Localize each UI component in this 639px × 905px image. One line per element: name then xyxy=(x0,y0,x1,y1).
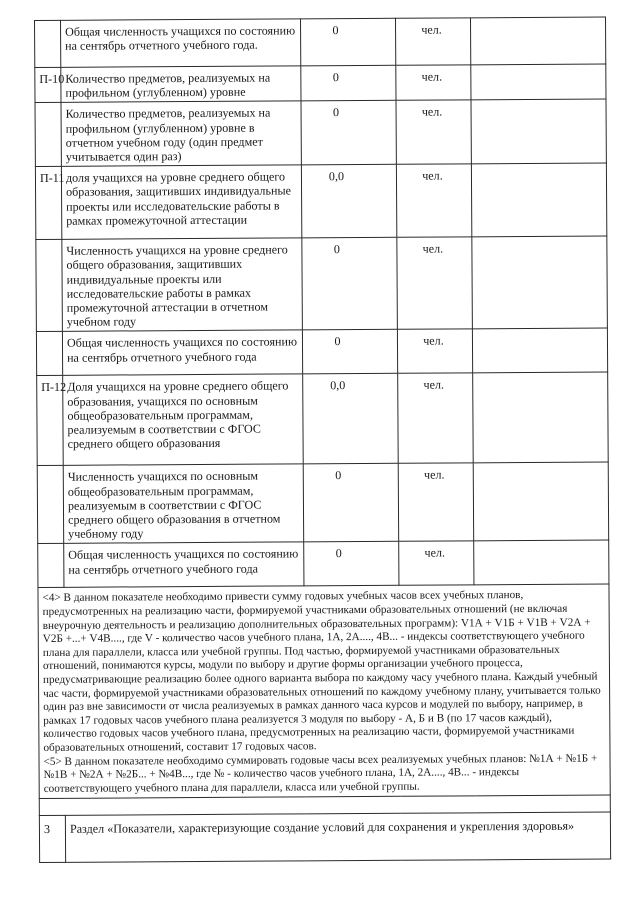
section-title: Раздел «Показатели, характеризующие создание условий для сохранения и укрепления здоровья» xyxy=(65,812,610,862)
indicator-value: 0 xyxy=(332,23,339,38)
indicator-unit: чел. xyxy=(423,377,445,393)
indicator-description: Общая численность учащихся по состоянию на сентябрь отчетного учебного года. xyxy=(61,19,301,67)
indicator-description: Общая численность учащихся по состоянию на сентябрь отчетного учебного года xyxy=(62,330,302,375)
indicator-code xyxy=(38,544,64,588)
indicator-value: 0,0 xyxy=(328,169,345,184)
indicator-value: 0 xyxy=(332,70,339,85)
footnotes-cell xyxy=(38,584,610,798)
table-row xyxy=(35,163,606,239)
indicator-unit: чел. xyxy=(422,168,443,183)
indicator-unit: чел. xyxy=(421,104,443,120)
indicator-value: 0 xyxy=(334,334,341,349)
table-row xyxy=(38,540,609,587)
footnotes-row xyxy=(38,584,610,798)
indicator-code: П-10 xyxy=(35,67,61,103)
indicator-code xyxy=(35,103,61,167)
empty-cell xyxy=(470,17,605,65)
indicator-description: Количество предметов, реализуемых на профильном (углубленном) уровне в отчетном учебном году (один предмет учитывается один раз) xyxy=(61,101,301,166)
empty-cell xyxy=(474,540,609,585)
table-row xyxy=(36,328,607,375)
empty-cell xyxy=(471,64,606,100)
indicator-code xyxy=(35,20,61,67)
indicator-description: Доля учащихся на уровне среднего общего образования, учащихся по основным общеобразовательным программам, реализуемым в соответствии с ФГОС среднего общего образования xyxy=(63,374,304,465)
table-row xyxy=(35,99,606,166)
indicator-description: Численность учащихся по основным общеобразовательным программам, реализуемым в соответствии с ФГОС среднего общего образования в отчетном учебному году xyxy=(63,464,303,543)
footnote-5: <5> В данном показателе необходимо суммировать годовые часы всех реализуемых учебных планов: №1А + №1Б + №1В + №2А + №2Б... + №4В..., где № - количество часов учебного плана, 1А, 2А...., 4В... - индексы соответствующего учебного плана для параллели, класса или учебной группы. xyxy=(43,752,598,795)
indicator-value: 0 xyxy=(335,468,342,483)
empty-cell xyxy=(472,328,607,373)
indicator-code: П-11 xyxy=(35,167,61,240)
table-row xyxy=(35,17,606,67)
indicator-value: 0 xyxy=(335,546,342,561)
indicator-code xyxy=(36,332,62,376)
indicator-value: 0,0 xyxy=(330,378,346,393)
indicator-code: П-12 xyxy=(37,376,64,466)
indicator-description: доля учащихся на уровне среднего общего образования, защитивших индивидуальные проекты или исследовательские работы в рамках промежуточной аттестации xyxy=(61,165,301,239)
indicator-value: 0 xyxy=(332,105,340,120)
section-number: 3 xyxy=(39,816,65,863)
indicator-code xyxy=(36,240,63,332)
indicator-unit: чел. xyxy=(421,69,443,84)
indicator-unit: чел. xyxy=(422,241,444,256)
indicator-description: Общая численность учащихся по состоянию на сентябрь отчетного учебного года xyxy=(64,542,304,587)
indicator-unit: чел. xyxy=(423,333,444,349)
table-row xyxy=(36,236,608,332)
indicator-unit: чел. xyxy=(424,545,446,561)
footnote-4: <4> В данном показателе необходимо привести сумму годовых учебных часов всех учебных планов, предусмотренных на реализацию части, формируемой участниками образовательных отношений (не включая внеурочную деятельность и реализацию дополнительных образовательных программ): V1А + V1Б + V1В + V2А + V2Б +...+ V4В...., где V - количество часов учебного плана, 1А, 2А...., 4В... - индексы соответствующего учебного плана для параллели, класса или учебной группы. Под частью, формируемой участниками образовательных отношений, понимаются курсы, модули по выбору и другие формы организации учебного процесса, предусматривающие реализацию более одного варианта выбора по каждому часу учебного плана. Каждый учебный час части, формируемой участниками образовательных отношений по каждому учебному плану, учитывается только один раз вне зависимости от числа реализуемых в рамках данного часа курсов и модулей по выбору, например, в рамках 17 годовых часов учебного плана реализуется 3 модуля по выбору - А, Б и В (по 17 часов каждый), количество годовых часов учебного плана, предусмотренных на реализацию части, формируемой участниками образовательных отношений, составит 17 годовых часов. xyxy=(42,589,601,754)
empty-cell xyxy=(473,462,608,541)
empty-cell xyxy=(473,372,609,463)
table-row xyxy=(35,64,606,103)
indicator-description: Количество предметов, реализуемых на профильном (углубленном) уровне xyxy=(61,66,301,103)
document-page xyxy=(34,17,611,864)
indicator-description: Численность учащихся на уровне среднего общего образования, защитивших индивидуальные проекты или исследовательские работы в рамках промежуточной аттестации в отчетном учебном году xyxy=(62,238,303,332)
indicator-unit: чел. xyxy=(421,22,442,37)
empty-cell xyxy=(471,99,606,164)
indicator-code xyxy=(37,466,63,544)
empty-cell xyxy=(472,236,608,329)
section-row xyxy=(39,812,610,862)
table-row xyxy=(37,372,609,465)
table-row xyxy=(37,462,608,544)
empty-cell xyxy=(471,163,606,237)
indicators-table xyxy=(34,17,611,864)
indicator-value: 0 xyxy=(333,242,340,257)
indicator-unit: чел. xyxy=(423,467,445,483)
